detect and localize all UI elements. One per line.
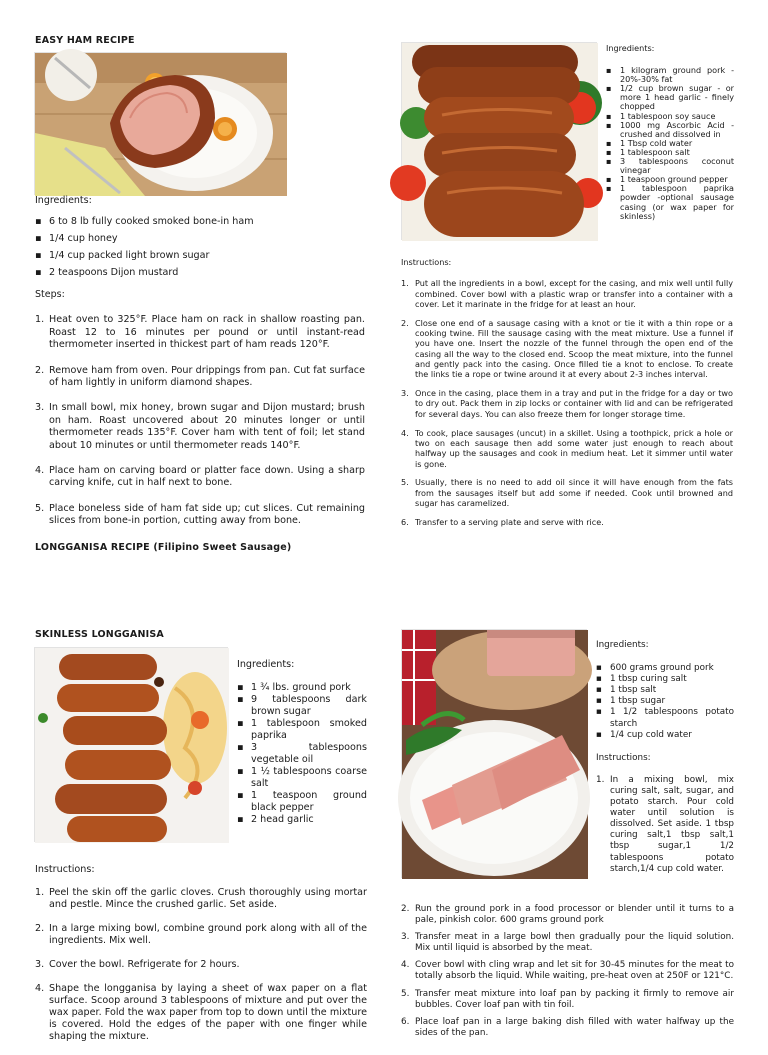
longganisa-ingredients-list [606,66,734,221]
list-item: 1. Put all the ingredients in a bowl, except for the casing, and mix well until fully combined. Cover bowl with a plastic wrap or transfer into a container with a cover. Let it marinate in the fridge for at least an hour. [401,278,733,309]
skinless-recipe-title: SKINLESS LONGGANISA [35,629,164,640]
loaf-instructions-label: Instructions: [596,752,651,763]
list-item: ▪ 1 ¾ lbs. ground pork [237,682,367,694]
loaf-step1-list [596,775,734,875]
skinless-steps-list [35,887,367,1043]
skinless-instructions-label: Instructions: [35,864,95,875]
list-item: ▪ 1 kilogram ground pork - 20%-30% fat [606,66,734,84]
list-item: 5. Transfer meat mixture into loaf pan by packing it firmly to remove air bubbles. Cover loaf pan with tin foil. [401,988,734,1010]
list-item: ▪ 3 tablespoons vegetable oil [237,742,367,766]
list-item: ▪ 1 tbsp sugar [596,696,734,707]
list-item: 2. Close one end of a sausage casing with a knot or tie it with a thin rope or a cooking twine. Fill the sausage casing with the meat mixture. Use a funnel if you have one. Insert the nozzle of the funnel through the open end of the casing all the way to the closed end. Scoop the meat mixture, into the funnel and gently pack into the casing. Once filled tie a knot to enclose. To create the links tie a rope or twine around it at every about 2-3 inches interval. [401,317,733,380]
list-item: 3. Cover the bowl. Refrigerate for 2 hours. [35,959,240,970]
skinless-longganisa-photo [34,647,228,842]
skinless-ingredients-label: Ingredients: [237,659,295,670]
pork-loaf-photo [401,629,587,878]
list-item: 1. In a mixing bowl, mix curing salt, salt, sugar, and potato starch. Pour cold water until solution is dissolved. Set aside. 1 tbsp curing salt,1 tbsp salt,1 tbsp sugar,1 1/2 tablespoons potato starch,1/4 cup cold water. [596,774,734,874]
loaf-ingredients-list [596,663,734,741]
loaf-steps-list [401,904,734,1039]
list-item: ▪ 1 tablespoon paprika powder -optional sausage casing (or wax paper for skinless) [606,184,734,220]
list-item: ▪ 2 head garlic [237,814,367,826]
list-item: 3. In small bowl, mix honey, brown sugar and Dijon mustard; brush on ham. Roast uncovered about 20 minutes longer or until thermometer reads 135°F. Cover ham with tent of foil; let stand about 10 minutes or until thermometer reads 140°F. [35,402,365,451]
list-item: 6. Transfer to a serving plate and serve with rice. [401,516,604,527]
list-item: 1. Heat oven to 325°F. Place ham on rack in shallow roasting pan. Roast 12 to 16 minutes per pound or until instant-read thermometer inserted in thickest part of ham reads 120°F. [35,314,365,351]
list-item: ▪ 1 teaspoon ground pepper [606,175,734,184]
list-item: ▪ 1/4 cup honey [35,233,365,245]
list-item: ▪ 1 teaspoon ground black pepper [237,790,367,814]
longganisa-steps-list [401,278,733,527]
list-item: 3. Transfer meat in a large bowl then gradually pour the liquid solution. Mix until liquid is absorbed by the meat. [401,932,734,954]
list-item: 2. In a large mixing bowl, combine ground pork along with all of the ingredients. Mix well. [35,923,367,946]
longganisa-ingredients-label: Ingredients: [606,43,655,53]
list-item: ▪ 1/4 cup cold water [596,730,734,741]
ham-steps-label: Steps: [35,288,65,300]
longganisa-recipe-title: LONGGANISA RECIPE (Filipino Sweet Sausage) [35,542,292,553]
list-item: 5. Place boneless side of ham fat side up; cut slices. Cut remaining slices from bone-in portion, cutting away from bone. [35,502,365,527]
list-item: 6. Place loaf pan in a large baking dish filled with water halfway up the sides of the pan. [401,1016,734,1038]
list-item: 1. Peel the skin off the garlic cloves. Crush thoroughly using mortar and pestle. Mince the crushed garlic. Set aside. [35,887,367,910]
list-item: ▪ 1/4 cup packed light brown sugar [35,250,365,262]
list-item: ▪ 1 tablespoon smoked paprika [237,718,367,742]
list-item: ▪ 1 tbsp salt [596,685,734,696]
loaf-ingredients-label: Ingredients: [596,640,649,650]
longganisa-instructions-label: Instructions: [401,257,452,267]
ham-ingredients-list [35,216,365,279]
longganisa-photo [401,42,597,240]
list-item: 3. Once in the casing, place them in a tray and put in the fridge for a day or two to dry out. Pack them in zip locks or container with lid and can be refrigerated for several days. You can also freeze them for longer storage time. [401,388,733,419]
ham-ingredients-label: Ingredients: [35,195,92,206]
list-item: ▪ 1 ½ tablespoons coarse salt [237,766,367,790]
list-item: 4. Place ham on carving board or platter face down. Using a sharp carving knife, cut in half next to bone. [35,464,365,489]
list-item: 2. Remove ham from oven. Pour drippings from pan. Cut fat surface of ham lightly in uniform diamond shapes. [35,364,365,388]
list-item: ▪ 1000 mg Ascorbic Acid - crushed and dissolved in [606,121,734,139]
list-item: ▪ 1 tablespoon salt [606,148,734,157]
ham-photo [34,52,286,195]
list-item: ▪ 1 tablespoon soy sauce [606,112,734,121]
list-item: ▪ 2 teaspoons Dijon mustard [35,267,365,279]
list-item: ▪ 1/2 cup brown sugar - or more 1 head garlic - finely chopped [606,84,734,111]
list-item: ▪ 600 grams ground pork [596,663,734,674]
list-item: 4. Shape the longganisa by laying a sheet of wax paper on a flat surface. Scoop around 3 tablespoons of mixture and put over the wax paper. Fold the wax paper from top to down until the mixture is covered. Hold the edges of the paper with one finger while shaping the mixture. [35,983,367,1042]
list-item: ▪ 1 1/2 tablespoons potato starch [596,707,734,729]
ham-steps-list [35,314,365,527]
list-item: 2. Run the ground pork in a food processor or blender until it turns to a pale, pinkish color. 600 grams ground pork [401,904,734,926]
skinless-ingredients-list [237,682,367,826]
ham-recipe-title: EASY HAM RECIPE [35,35,135,46]
list-item: ▪ 3 tablespoons coconut vinegar [606,157,734,175]
list-item: 4. To cook, place sausages (uncut) in a skillet. Using a toothpick, prick a hole or two on each sausage then add some water just enough to reach about halfway up the sausages and cook in medium heat. Let it simmer until water is gone. [401,427,733,469]
list-item: ▪ 6 to 8 lb fully cooked smoked bone-in ham [35,216,365,228]
list-item: ▪ 1 Tbsp cold water [606,139,734,148]
list-item: ▪ 1 tbsp curing salt [596,674,734,685]
list-item: ▪ 9 tablespoons dark brown sugar [237,694,367,718]
list-item: 4. Cover bowl with cling wrap and let sit for 30-45 minutes for the meat to totally absorb the liquid. While waiting, pre-heat oven at 250F or 121°C. [401,960,734,982]
list-item: 5. Usually, there is no need to add oil since it will have enough from the fats from the sausages itself but add some if needed. Cook until browned and sugar has caramelized. [401,477,733,509]
